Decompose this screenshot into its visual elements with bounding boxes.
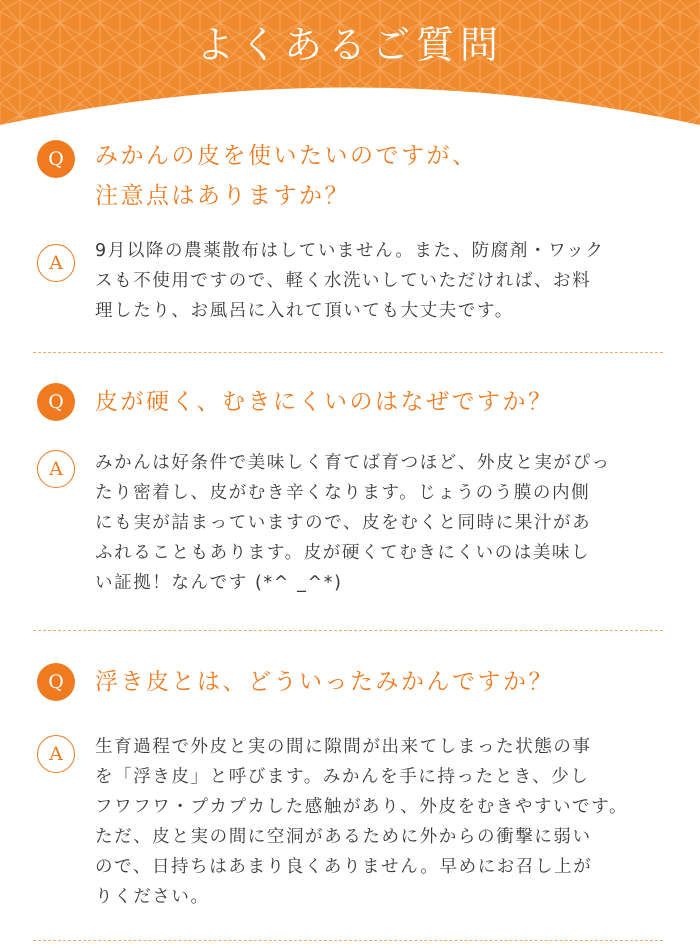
answer-badge: A — [37, 450, 75, 488]
question-text: みかんの皮を使いたいのですが、 注意点はありますか？ — [95, 143, 478, 209]
question-badge: Q — [37, 383, 75, 421]
answer-text: 生育過程で外皮と実の間に隙間が出来てしまった状態の事 を「浮き皮」と呼びます。みかんを手に持ったとき、少し フワフワ・プカプカした感触があり、外皮をむきやすいです。 ただ、皮と実の間に空洞があるために外からの衝撃に弱い ので、日持ちはあまり良くありません。早めにお召し上が りください。 — [95, 737, 629, 907]
question-badge: Q — [37, 140, 75, 178]
section-divider — [33, 352, 663, 353]
question-text: 浮き皮とは、どういったみかんですか？ — [95, 669, 554, 695]
section-divider — [33, 630, 663, 631]
answer-badge: A — [37, 244, 75, 282]
answer-text: みかんは好条件で美味しく育てば育つほど、外皮と実がぴっ たり密着し、皮がむき辛くなります。じょうのう膜の内側 にも実が詰まっていますので、皮をむくと同時に果汁があ ふれることもあります。皮が硬くてむきにくいのは美味し い証拠！なんです (*^ _^*) — [95, 453, 611, 593]
answer-text: 9月以降の農薬散布はしていません。また、防腐剤・ワック スも不使用ですので、軽く水洗いしていただければ、お料 理したり、お風呂に入れて頂いても大丈夫です。 — [95, 241, 605, 321]
section-divider — [33, 940, 663, 941]
answer-badge: A — [37, 735, 75, 773]
question-badge: Q — [37, 663, 75, 701]
faq-header-banner — [0, 0, 700, 125]
question-text: 皮が硬く、むきにくいのはなぜですか？ — [95, 389, 554, 415]
page-title: よくあるご質問 — [195, 23, 504, 67]
